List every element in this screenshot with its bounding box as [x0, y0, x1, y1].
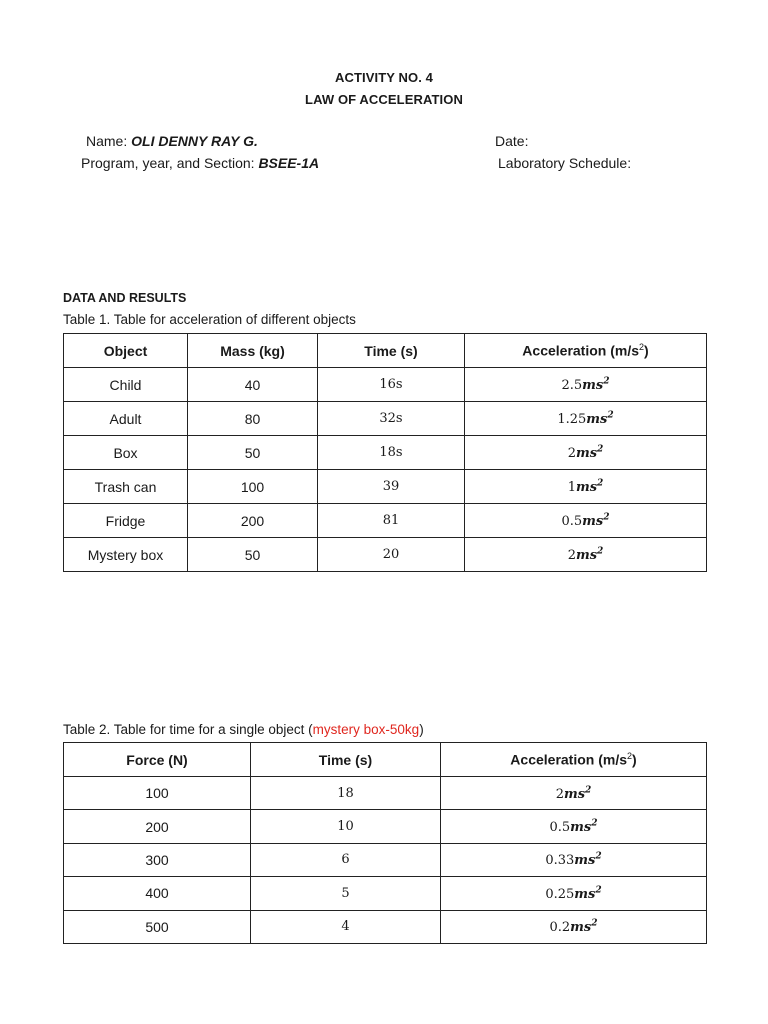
table1-header-row — [64, 334, 707, 368]
table1-header-accel-close: ) — [644, 342, 649, 359]
name-value: OLI DENNY RAY G. — [131, 133, 258, 149]
acceleration-unit: ms — [575, 446, 598, 461]
name-line — [86, 133, 258, 149]
table1-cell-object: Trash can — [64, 470, 188, 504]
date-label: Date: — [495, 133, 529, 149]
table1-cell-acceleration — [465, 402, 707, 436]
acceleration-exponent: 2 — [595, 885, 602, 896]
table1-cell-mass: 200 — [188, 504, 318, 538]
name-label: Name: — [86, 133, 132, 149]
acceleration-exponent: 2 — [585, 785, 592, 796]
table1-row — [64, 504, 707, 538]
table1-header-accel-text: Acceleration (m/s — [522, 342, 640, 359]
table1-cell-time: 81 — [318, 504, 465, 538]
schedule-label: Laboratory Schedule: — [498, 155, 632, 171]
acceleration-exponent: 2 — [603, 512, 610, 523]
table2-header-time: Time (s) — [251, 743, 441, 777]
table2-cell-acceleration — [441, 910, 707, 943]
table2-cell-force: 400 — [64, 877, 251, 910]
table1-cell-acceleration — [465, 538, 707, 572]
acceleration-value: 0.33 — [545, 853, 575, 869]
acceleration-unit: ms — [575, 480, 598, 495]
acceleration-unit: ms — [575, 548, 598, 563]
table1-cell-time: 20 — [318, 538, 465, 572]
table2-caption-highlight: mystery box-50kg — [312, 722, 420, 737]
acceleration-value: 0.5 — [549, 820, 571, 836]
acceleration-unit: ms — [570, 820, 592, 836]
acceleration-value: 0.5 — [561, 514, 583, 529]
table2-cell-force: 300 — [64, 843, 251, 876]
table2-cell-time: 18 — [251, 777, 441, 810]
table2-cell-force: 200 — [64, 810, 251, 843]
table2-caption-prefix: Table 2. Table for time for a single object ( — [63, 722, 313, 737]
table1-cell-acceleration — [465, 504, 707, 538]
table1-cell-mass: 80 — [188, 402, 318, 436]
table1-header-acceleration — [465, 334, 707, 368]
acceleration-value: 2.5 — [561, 378, 583, 393]
table1-row — [64, 402, 707, 436]
table2-row — [64, 877, 707, 910]
table2-cell-time: 5 — [251, 877, 441, 910]
table1-cell-acceleration — [465, 436, 707, 470]
table2-row — [64, 777, 707, 810]
acceleration-exponent: 2 — [597, 444, 604, 455]
table2-cell-acceleration — [441, 777, 707, 810]
acceleration-exponent: 2 — [591, 818, 598, 829]
acceleration-exponent: 2 — [595, 851, 602, 862]
table1-cell-mass: 50 — [188, 436, 318, 470]
acceleration-value: 2 — [567, 446, 576, 461]
acceleration-value: 2 — [567, 548, 576, 563]
table2-cell-time: 10 — [251, 810, 441, 843]
table1-cell-acceleration — [465, 470, 707, 504]
acceleration-value: 1 — [567, 480, 576, 495]
program-label: Program, year, and Section: — [81, 155, 259, 171]
table1-row — [64, 470, 707, 504]
acceleration-unit: ms — [574, 886, 596, 902]
acceleration-unit: ms — [582, 514, 604, 529]
table2-header-force: Force (N) — [64, 743, 251, 777]
table2-header-accel-exp: 2 — [627, 751, 633, 762]
table1-cell-object: Box — [64, 436, 188, 470]
table2-cell-acceleration — [441, 810, 707, 843]
table1-header-accel-exp: 2 — [639, 342, 645, 353]
table1-cell-time: 39 — [318, 470, 465, 504]
program-value: BSEE-1A — [258, 155, 320, 171]
table2-header-accel-close: ) — [632, 751, 637, 768]
table1-cell-mass: 40 — [188, 368, 318, 402]
table1-cell-acceleration — [465, 368, 707, 402]
program-line — [81, 155, 319, 171]
table1-cell-mass: 50 — [188, 538, 318, 572]
table1-cell-time: 32s — [318, 402, 465, 436]
table1-header-mass: Mass (kg) — [188, 334, 318, 368]
table2-header-acceleration — [441, 743, 707, 777]
table1-header-time: Time (s) — [318, 334, 465, 368]
table1-cell-time: 18s — [318, 436, 465, 470]
acceleration-exponent: 2 — [607, 410, 614, 421]
table2-cell-time: 4 — [251, 910, 441, 943]
table2-header-accel-text: Acceleration (m/s — [510, 751, 628, 768]
table2-caption-suffix: ) — [419, 722, 424, 737]
acceleration-value: 1.25 — [557, 412, 587, 427]
acceleration-unit: ms — [582, 378, 604, 393]
table2-cell-force: 100 — [64, 777, 251, 810]
table1 — [63, 333, 707, 572]
acceleration-exponent: 2 — [603, 376, 610, 387]
acceleration-unit: ms — [570, 920, 592, 936]
table1-cell-object: Mystery box — [64, 538, 188, 572]
acceleration-exponent: 2 — [597, 546, 604, 557]
table2-cell-force: 500 — [64, 910, 251, 943]
acceleration-value: 0.25 — [545, 886, 575, 902]
table1-cell-time: 16s — [318, 368, 465, 402]
section-title: DATA AND RESULTS — [63, 291, 187, 305]
table2-cell-acceleration — [441, 843, 707, 876]
acceleration-value: 0.2 — [549, 920, 571, 936]
topic-title: LAW OF ACCELERATION — [305, 92, 463, 107]
acceleration-exponent: 2 — [597, 478, 604, 489]
table2-row — [64, 810, 707, 843]
activity-title: ACTIVITY NO. 4 — [335, 70, 433, 85]
table2-cell-acceleration — [441, 877, 707, 910]
table2-cell-time: 6 — [251, 843, 441, 876]
table1-cell-mass: 100 — [188, 470, 318, 504]
table1-header-object: Object — [64, 334, 188, 368]
table2-header-row — [64, 743, 707, 777]
table1-caption: Table 1. Table for acceleration of different objects — [63, 312, 356, 327]
table2-row — [64, 843, 707, 876]
table1-row — [64, 538, 707, 572]
table1-row — [64, 368, 707, 402]
acceleration-unit: ms — [563, 786, 586, 802]
table2-caption — [63, 722, 424, 737]
table2-row — [64, 910, 707, 943]
acceleration-value: 2 — [555, 786, 564, 802]
table1-cell-object: Child — [64, 368, 188, 402]
table2 — [63, 742, 707, 944]
table1-cell-object: Adult — [64, 402, 188, 436]
acceleration-unit: ms — [586, 412, 608, 427]
acceleration-exponent: 2 — [591, 918, 598, 929]
table1-row — [64, 436, 707, 470]
table1-cell-object: Fridge — [64, 504, 188, 538]
acceleration-unit: ms — [574, 853, 596, 869]
